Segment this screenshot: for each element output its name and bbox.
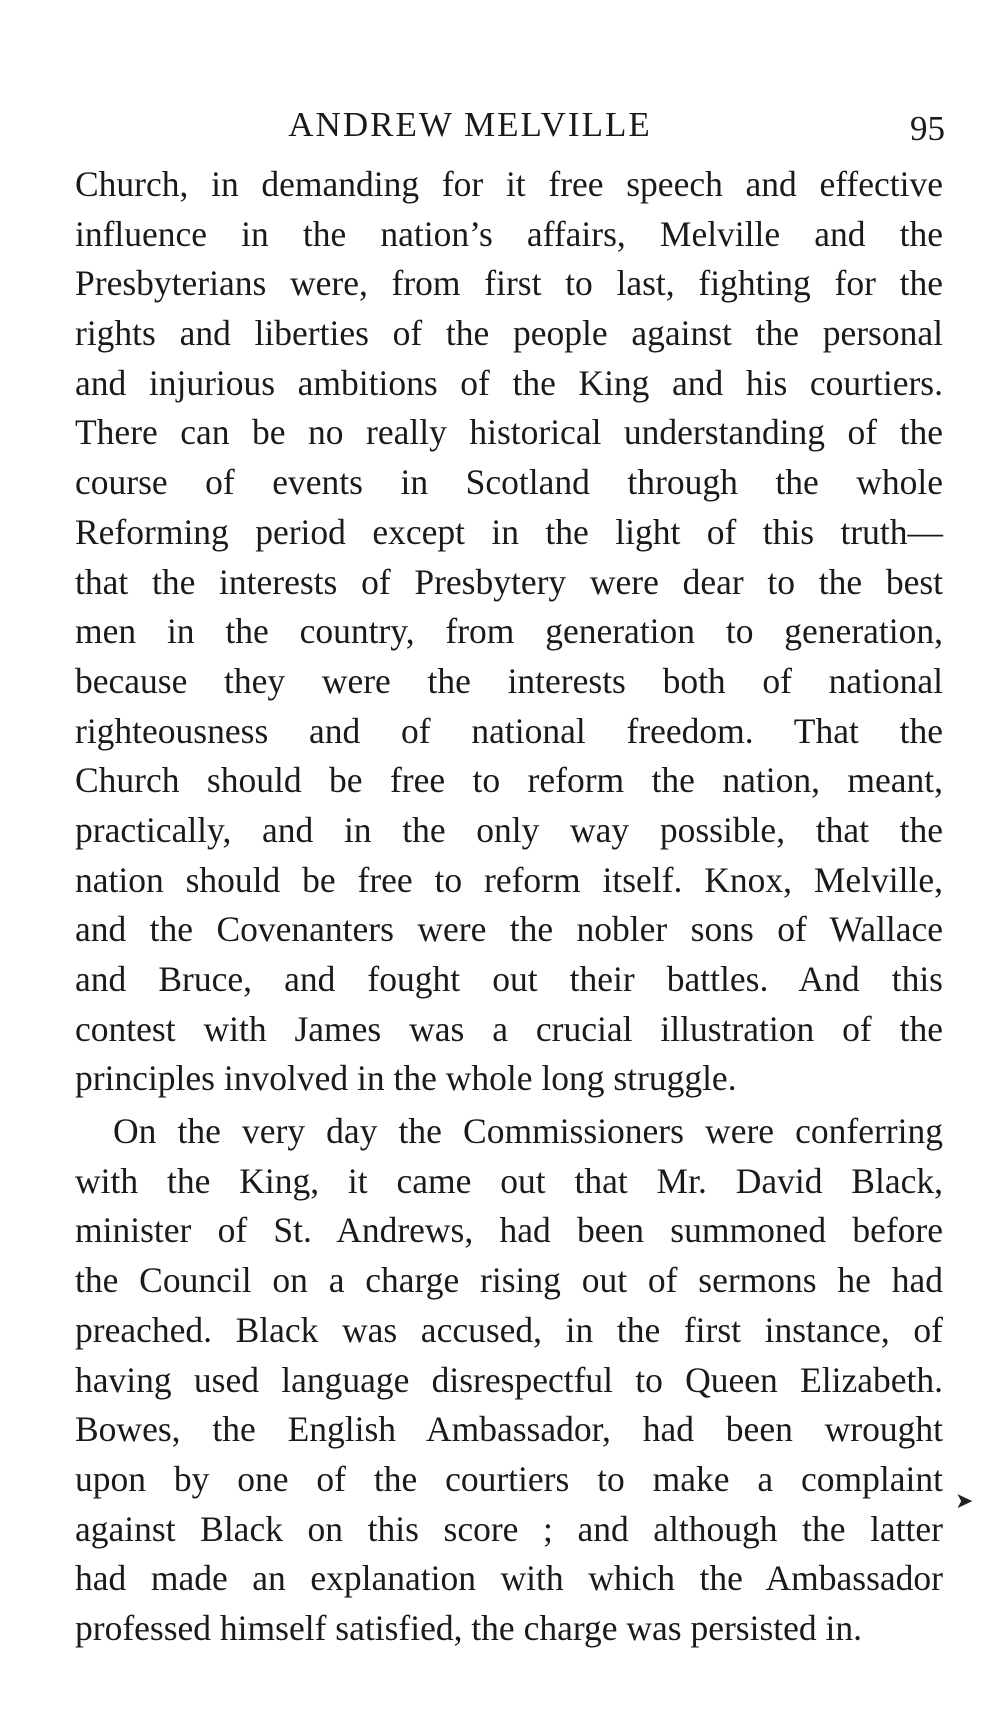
text-line: minister of St. Andrews, had been summoned before [75,1210,943,1251]
body-text [75,160,943,1654]
text-line: influence in the nation’s affairs, Melville and the [75,213,943,254]
text-line: rights and liberties of the people against the personal [75,313,943,354]
text-line: Church, in demanding for it free speech and effective [75,164,943,204]
text-line: nation should be free to reform itself. Knox, Melville, [75,859,943,900]
text-line: course of events in Scotland through the whole [75,462,943,503]
text-line: with the King, it came out that Mr. David Black, [75,1160,943,1201]
text-line: On the very day the Commissioners were conferring [113,1111,943,1152]
text-line: because they were the interests both of national [75,660,943,701]
text-line: Presbyterians were, from first to last, fighting for the [75,263,943,304]
page-number: 95 [910,109,945,148]
text-line: practically, and in the only way possible, that the [75,809,943,850]
text-line: professed himself satisfied, the charge was persisted in. [75,1607,863,1648]
text-line: having used language disrespectful to Queen Elizabeth. [75,1359,943,1400]
text-line: and Bruce, and fought out their battles. And this [75,959,943,999]
running-head [75,100,945,150]
text-line: had made an explanation with which the Ambassador [75,1558,943,1599]
running-title: ANDREW MELVILLE [288,105,652,144]
paragraph-2 [75,1107,943,1654]
text-line: There can be no really historical understanding of the [75,412,943,453]
text-line: the Council on a charge rising out of sermons he had [75,1260,943,1301]
text-line: upon by one of the courtiers to make a complaint [75,1458,943,1499]
text-line: that the interests of Presbytery were dear to the best [75,561,943,602]
margin-arrow-icon: ➤ [955,1488,974,1513]
text-line: against Black on this score ; and although the latter [75,1508,943,1549]
text-line: Bowes, the English Ambassador, had been wrought [75,1409,943,1450]
text-line: righteousness and of national freedom. That the [75,710,943,751]
text-line: men in the country, from generation to generation, [75,611,943,652]
text-line: and the Covenanters were the nobler sons of Wallace [75,909,943,950]
text-line: and injurious ambitions of the King and his courtiers. [75,362,943,403]
text-line: Reforming period except in the light of this truth— [75,511,943,552]
text-line: principles involved in the whole long struggle. [75,1058,737,1099]
text-line: contest with James was a crucial illustration of the [75,1008,943,1049]
text-line: preached. Black was accused, in the first instance, of [75,1309,943,1350]
text-line: Church should be free to reform the nation, meant, [75,760,943,801]
paragraph-1 [75,160,943,1104]
